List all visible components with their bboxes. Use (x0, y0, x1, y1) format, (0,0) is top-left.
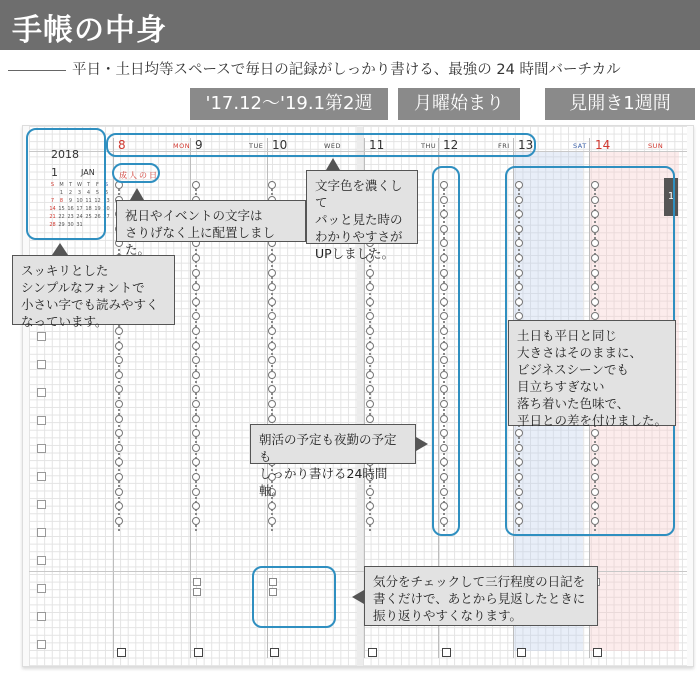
hour-marker (366, 400, 374, 408)
hour-marker (268, 181, 276, 189)
mini-calendar-month-name: JAN (81, 168, 95, 177)
tag-period: '17.12〜'19.1第2週 (190, 88, 388, 120)
tag-weekly-spread: 見開き1週間 (545, 88, 695, 120)
mini-calendar-grid: S M T W T F S 1 2 3 4 5 6 7 8 9 10 11 12 13 14 15 16 17 18 19 20 21 22 23 24 25 26 27 28 29 30 31 (49, 182, 110, 228)
hour-marker (268, 371, 276, 379)
checkbox[interactable] (37, 500, 46, 509)
hour-marker (192, 473, 200, 481)
day-number-sat: 13 (518, 138, 534, 152)
hour-marker (268, 327, 276, 335)
day-number-tue: 9 (195, 138, 203, 152)
highlight-day-header (106, 133, 536, 157)
header-bar (0, 0, 700, 50)
checkbox[interactable] (37, 388, 46, 397)
hour-marker (115, 327, 123, 335)
highlight-mini-calendar (26, 128, 106, 240)
callout-pointer (352, 590, 364, 604)
highlight-diary-check (252, 566, 336, 628)
hour-marker (366, 298, 374, 306)
checkbox[interactable] (37, 444, 46, 453)
hour-marker (115, 371, 123, 379)
checkbox[interactable] (37, 584, 46, 593)
hour-marker (115, 444, 123, 452)
hour-marker (268, 269, 276, 277)
hour-marker (115, 342, 123, 350)
holiday-label: 成人の日 (119, 171, 159, 180)
weekday-fri: FRI (498, 142, 510, 150)
checkbox[interactable] (37, 612, 46, 621)
mini-calendar-month: 1 (51, 166, 58, 179)
callout-24h: 朝活の予定も夜勤の予定も しっかり書ける24時間軸。 (250, 424, 416, 464)
highlight-time-axis (432, 166, 460, 536)
mini-calendar-year: 2018 (51, 148, 79, 161)
hour-marker (268, 254, 276, 262)
hour-marker (192, 181, 200, 189)
hour-marker (192, 444, 200, 452)
day-number-thu: 11 (369, 138, 385, 152)
hour-marker (192, 371, 200, 379)
hour-marker (192, 415, 200, 423)
day-number-wed: 10 (272, 138, 288, 152)
callout-text-color: 文字色を濃くして パッと見た時の わかりやすさが UPしました。 (306, 170, 418, 244)
checkbox[interactable] (37, 528, 46, 537)
hour-marker (366, 342, 374, 350)
weekday-sat: SAT (573, 142, 587, 150)
hour-marker (366, 269, 374, 277)
hour-marker (268, 342, 276, 350)
bottom-square (442, 648, 451, 657)
callout-weekend: 土日も平日と同じ 大きさはそのままに、 ビジネスシーンでも 目立ちすぎない 落ち着いた色味で、 平日との差を付けました。 (508, 320, 676, 426)
hour-marker (115, 517, 123, 525)
hour-marker (192, 327, 200, 335)
hour-marker (115, 415, 123, 423)
hour-marker (366, 371, 374, 379)
hour-marker (192, 400, 200, 408)
hour-marker (192, 254, 200, 262)
hour-marker (115, 473, 123, 481)
tag-start-monday: 月曜始まり (398, 88, 520, 120)
hour-marker (366, 327, 374, 335)
callout-pointer (52, 243, 68, 255)
hour-marker (268, 415, 276, 423)
weekday-mon: MON (173, 142, 191, 150)
checkbox[interactable] (37, 360, 46, 369)
weekday-wed: WED (324, 142, 342, 150)
dash-line (8, 70, 66, 71)
subtitle (8, 58, 698, 79)
weekday-tue: TUE (249, 142, 264, 150)
checkbox[interactable] (37, 472, 46, 481)
bottom-square (517, 648, 526, 657)
weekday-thu: THU (421, 142, 437, 150)
callout-holiday: 祝日やイベントの文字は さりげなく上に配置しました。 (116, 200, 306, 242)
callout-font: スッキリとした シンプルなフォントで 小さい字でも読みやすく なっています。 (12, 255, 175, 325)
page-index-tab[interactable]: 1 (664, 178, 678, 216)
callout-pointer (326, 158, 340, 170)
hour-marker (192, 269, 200, 277)
bottom-square (270, 648, 279, 657)
callout-pointer (130, 188, 144, 200)
hour-marker (192, 298, 200, 306)
hour-marker (192, 488, 200, 496)
checkbox[interactable] (37, 556, 46, 565)
hour-marker (366, 517, 374, 525)
callout-diary: 気分をチェックして三行程度の日記を 書くだけで、あとから見返したときに 振り返りやすくなります。 (364, 566, 598, 626)
checkbox[interactable] (37, 640, 46, 649)
day-number-sun: 14 (595, 138, 611, 152)
page-title: 手帳の中身 (12, 13, 167, 48)
hour-marker (366, 415, 374, 423)
hour-marker (268, 400, 276, 408)
mood-check-box[interactable] (193, 578, 201, 586)
bottom-square (593, 648, 602, 657)
day-number-mon: 8 (118, 138, 126, 152)
highlight-holiday (112, 163, 160, 183)
bottom-square (194, 648, 203, 657)
bottom-square (117, 648, 126, 657)
bottom-square (368, 648, 377, 657)
hour-marker (192, 342, 200, 350)
hour-marker (192, 517, 200, 525)
hour-marker (268, 298, 276, 306)
subtitle-text: 平日・土日均等スペースで毎日の記録がしっかり書ける、最強の 24 時間バーチカル (72, 62, 621, 78)
callout-pointer (416, 437, 428, 451)
day-number-fri: 12 (443, 138, 459, 152)
mood-check-box[interactable] (193, 588, 201, 596)
hour-marker (115, 400, 123, 408)
weekday-sun: SUN (648, 142, 664, 150)
checkbox[interactable] (37, 332, 46, 341)
checkbox[interactable] (37, 416, 46, 425)
hour-marker (366, 488, 374, 496)
hour-marker (268, 517, 276, 525)
hour-marker (115, 488, 123, 496)
